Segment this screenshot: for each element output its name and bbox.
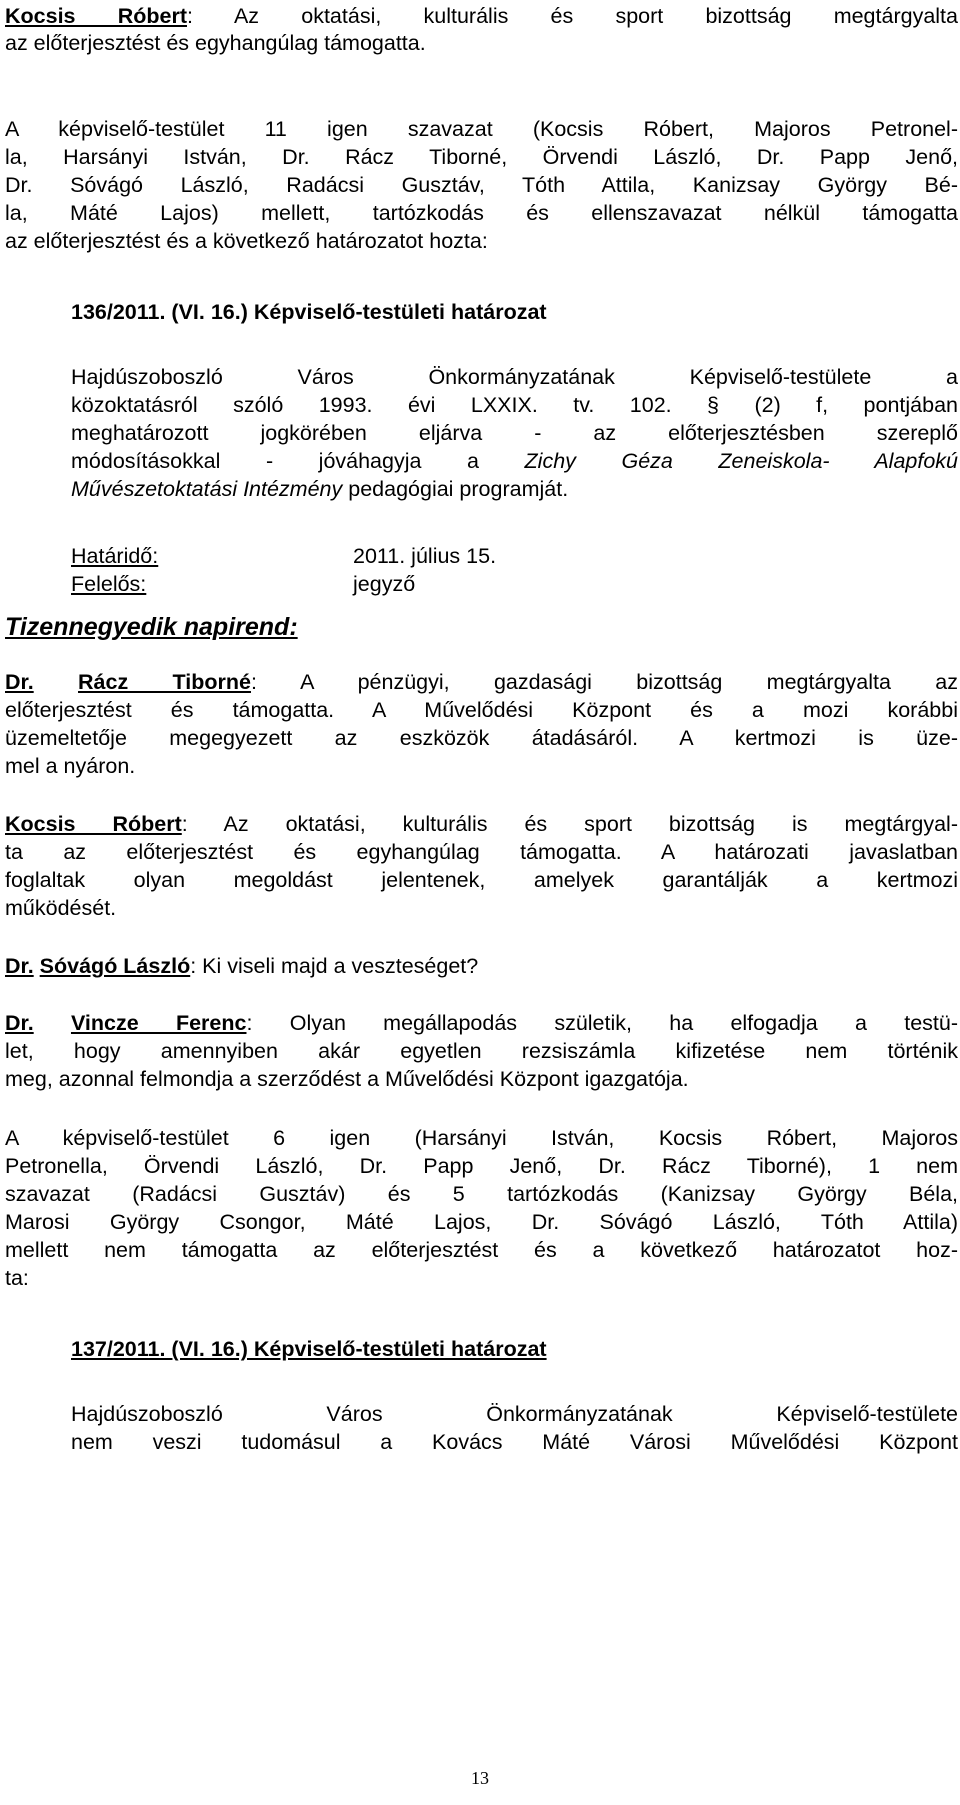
text-line: mellett nem támogatta az előterjesztést és a következő határozatot hoz- xyxy=(5,1238,958,1262)
agenda-heading: Tizennegyedik napirend: xyxy=(5,613,298,641)
text-line: Hajdúszoboszló Város Önkormányzatának Képviselő-testülete xyxy=(71,1402,958,1426)
text-line: működését. xyxy=(5,896,117,920)
page-number: 13 xyxy=(471,1768,489,1788)
text-line: meg, azonnal felmondja a szerződést a Művelődési Központ igazgatója. xyxy=(5,1067,689,1091)
text-line: meghatározott jogkörében eljárva - az előterjesztésben szereplő xyxy=(71,421,958,445)
text-line: Kocsis Róbert: Az oktatási, kulturális és sport bizottság is megtárgyal- xyxy=(5,812,958,836)
text-line: Művészetoktatási Intézmény pedagógiai programját. xyxy=(71,477,569,501)
text-line: az előterjesztést és egyhangúlag támogatta. xyxy=(5,31,426,55)
text-line: előterjesztést és támogatta. A Művelődési Központ és a mozi korábbi xyxy=(5,698,958,722)
deadline-value: 2011. július 15. xyxy=(353,544,497,568)
responsible-row xyxy=(71,571,958,598)
speaker-name: Kocsis Róbert xyxy=(5,812,182,836)
text-line: üzemeltetője megegyezett az eszközök átadásáról. A kertmozi is üze- xyxy=(5,726,958,750)
text-line: közoktatásról szóló 1993. évi LXXIX. tv. 102. § (2) f, pontjában xyxy=(71,393,958,417)
text-line: mel a nyáron. xyxy=(5,754,136,778)
speaker-name: Vincze Ferenc xyxy=(70,1011,247,1035)
text-line: Hajdúszoboszló Város Önkormányzatának Képviselő-testülete a xyxy=(71,365,958,389)
text-line: szavazat (Radácsi Gusztáv) és 5 tartózkodás (Kanizsay György Béla, xyxy=(5,1182,958,1206)
speaker-name: Rácz Tiborné xyxy=(78,670,251,694)
text-line: Petronella, Örvendi László, Dr. Papp Jenő, Dr. Rácz Tiborné), 1 nem xyxy=(5,1154,958,1178)
resolution-heading: 136/2011. (VI. 16.) Képviselő-testületi határozat xyxy=(71,300,547,324)
speaker-name: Sóvágó László xyxy=(39,954,191,978)
responsible-label: Felelős: xyxy=(71,572,147,596)
text-line: la, Harsányi István, Dr. Rácz Tiborné, Örvendi László, Dr. Papp Jenő, xyxy=(5,145,958,169)
text-line: Dr. Sóvágó László: Ki viseli majd a veszteséget? xyxy=(5,954,479,978)
deadline-label: Határidő: xyxy=(71,544,159,568)
text-line: Marosi György Csongor, Máté Lajos, Dr. Sóvágó László, Tóth Attila) xyxy=(5,1210,958,1234)
text-line: la, Máté Lajos) mellett, tartózkodás és ellenszavazat nélkül támogatta xyxy=(5,201,958,225)
text-line: let, hogy amennyiben akár egyetlen rezsiszámla kifizetése nem történik xyxy=(5,1039,958,1063)
text-line: ta az előterjesztést és egyhangúlag támogatta. A határozati javaslatban xyxy=(5,840,958,864)
text-line: Kocsis Róbert: Az oktatási, kulturális és sport bizottság megtárgyalta xyxy=(5,4,958,28)
text-line: nem veszi tudomásul a Kovács Máté Városi Művelődési Központ xyxy=(71,1430,958,1454)
deadline-row xyxy=(71,543,958,570)
text-line: A képviselő-testület 6 igen (Harsányi István, Kocsis Róbert, Majoros xyxy=(5,1126,958,1150)
text-line: módosításokkal - jóváhagyja a Zichy Géza Zeneiskola- Alapfokú xyxy=(71,449,958,473)
speaker-name: Kocsis Róbert xyxy=(5,4,187,28)
text-line: A képviselő-testület 11 igen szavazat (Kocsis Róbert, Majoros Petronel- xyxy=(5,117,958,141)
resolution-heading: 137/2011. (VI. 16.) Képviselő-testületi határozat xyxy=(71,1337,547,1361)
text-line: ta: xyxy=(5,1266,29,1290)
responsible-value: jegyző xyxy=(353,572,416,596)
text-line: Dr. Sóvágó László, Radácsi Gusztáv, Tóth Attila, Kanizsay György Bé- xyxy=(5,173,958,197)
text-line: Dr. Rácz Tiborné: A pénzügyi, gazdasági bizottság megtárgyalta az xyxy=(5,670,958,694)
text-line: az előterjesztést és a következő határozatot hozta: xyxy=(5,229,488,253)
text-line: Dr. Vincze Ferenc: Olyan megállapodás születik, ha elfogadja a testü- xyxy=(5,1011,958,1035)
text-line: foglaltak olyan megoldást jelentenek, amelyek garantálják a kertmozi xyxy=(5,868,958,892)
